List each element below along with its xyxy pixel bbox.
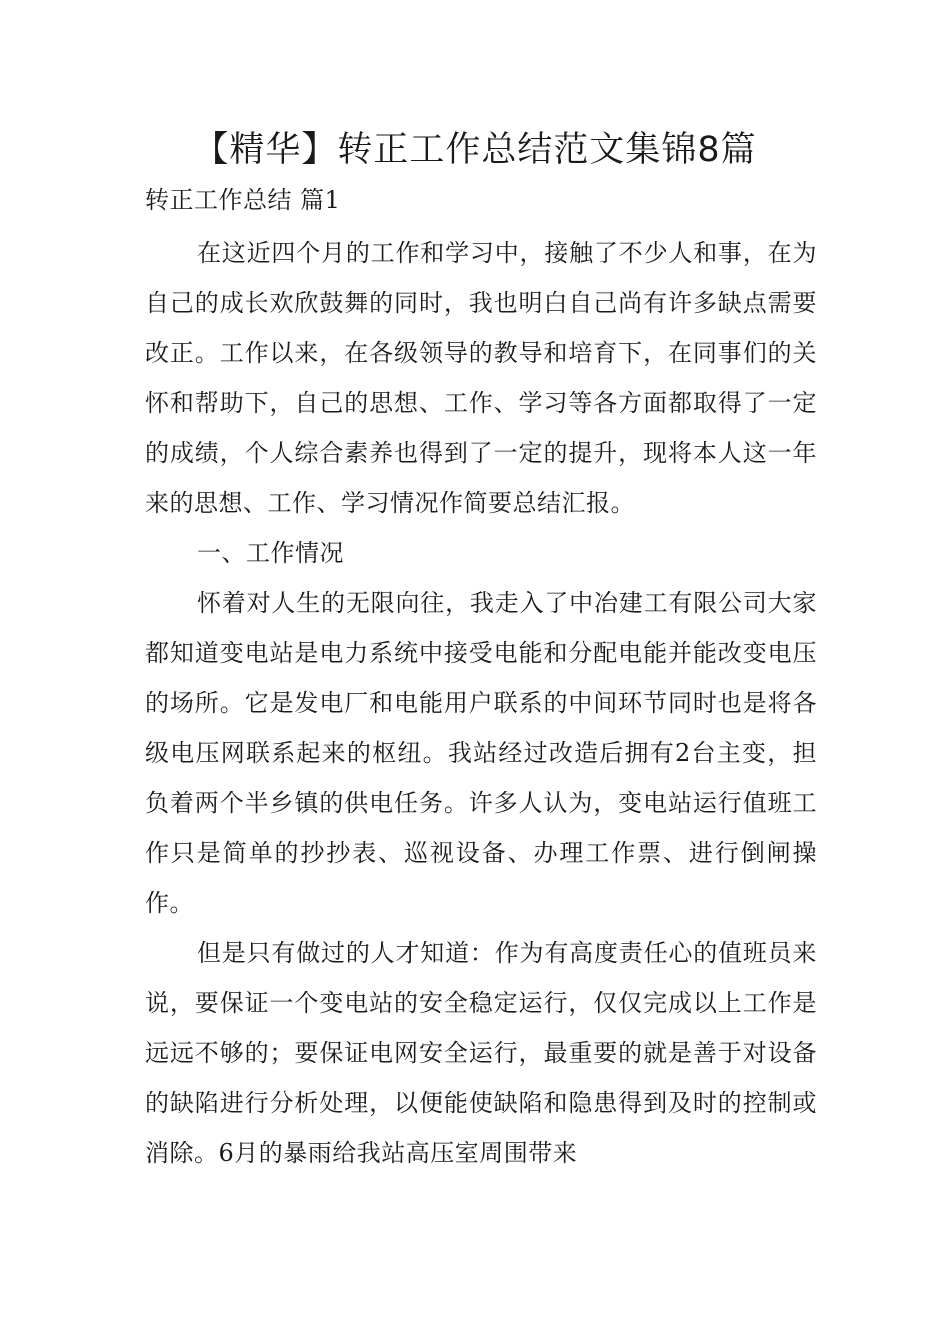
paragraph-intro: 在这近四个月的工作和学习中，接触了不少人和事，在为自己的成长欢欣鼓舞的同时，我也明白自己尚有许多缺点需要改正。工作以来，在各级领导的教导和培育下，在同事们的关怀和帮助下，自己的思想、工作、学习等各方面都取得了一定的成绩，个人综合素养也得到了一定的提升，现将本人这一年来的思想、工作、学习情况作简要总结汇报。 [145,239,817,517]
paragraph-work-situation: 怀着对人生的无限向往，我走入了中冶建工有限公司大家都知道变电站是电力系统中接受电能和分配电能并能改变电压的场所。它是发电厂和电能用户联系的中间环节同时也是将各级电压网联系起来的枢纽。我站经过改造后拥有2台主变，担负着两个半乡镇的供电任务。许多人认为，变电站运行值班工作只是简单的抄抄表、巡视设备、办理工作票、进行倒闸操作。 [145,589,817,917]
paragraph-duty-responsibility: 但是只有做过的人才知道：作为有高度责任心的值班员来说，要保证一个变电站的安全稳定运行，仅仅完成以上工作是远远不够的；要保证电网安全运行，最重要的就是善于对设备的缺陷进行分析处理，以便能使缺陷和隐患得到及时的控制或消除。6月的暴雨给我站高压室周围带来 [145,939,817,1167]
section-heading: 转正工作总结 篇1 [145,186,341,214]
document-title: 【精华】转正工作总结范文集锦8篇 [193,130,757,170]
paragraph-subheading: 一、工作情况 [197,539,344,567]
document-body [145,180,817,1178]
